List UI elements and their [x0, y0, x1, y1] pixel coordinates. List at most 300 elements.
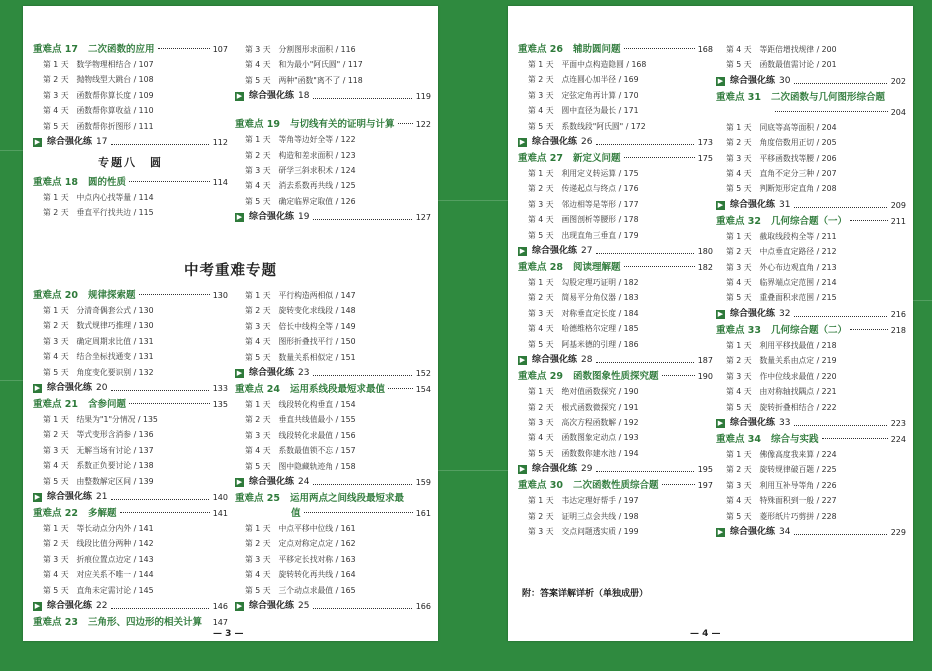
toc-day-item[interactable] — [716, 42, 906, 57]
toc-day-item[interactable] — [716, 384, 906, 399]
day-label: 第 2 天 — [528, 75, 554, 85]
day-label: 第 3 天 — [245, 321, 271, 331]
page-ref: 141 — [212, 509, 228, 519]
day-title: 结果为"1"分情况 / 135 — [76, 415, 158, 425]
day-title: 中点平移中位线 / 161 — [278, 524, 356, 534]
review-label: 综合强化练 — [249, 368, 295, 379]
day-label: 第 5 天 — [43, 585, 69, 595]
day-label: 第 3 天 — [245, 166, 271, 176]
day-label: 第 4 天 — [726, 45, 752, 54]
section-heading[interactable] — [716, 90, 906, 120]
day-label: 第 1 天 — [43, 60, 69, 69]
review-item[interactable] — [716, 306, 906, 323]
toc-day-item[interactable] — [716, 338, 906, 353]
toc-day-item[interactable] — [518, 72, 713, 87]
toc-day-item[interactable] — [235, 288, 431, 303]
day-title: 无解当场有讨论 / 137 — [76, 445, 154, 455]
toc-day-item[interactable] — [33, 583, 228, 598]
page-ref: 140 — [212, 493, 228, 503]
toc-day-item[interactable] — [235, 319, 431, 334]
toc-day-item[interactable] — [235, 552, 431, 567]
day-label: 第 3 天 — [245, 554, 271, 564]
day-label: 第 2 天 — [528, 184, 554, 194]
arrow-icon: ▶ — [236, 213, 243, 222]
review-item[interactable] — [235, 88, 431, 105]
section-heading[interactable] — [33, 42, 228, 57]
toc-day-item[interactable] — [716, 260, 906, 275]
arrow-icon: ▶ — [236, 369, 243, 378]
leader-dots — [304, 512, 413, 513]
toc-day-item[interactable] — [518, 415, 713, 430]
section-heading[interactable] — [716, 214, 906, 229]
day-label: 第 4 天 — [245, 570, 271, 580]
section-heading[interactable] — [235, 117, 431, 132]
day-title: 绝对值函数探究 / 190 — [561, 387, 639, 397]
leader-dots — [794, 425, 886, 426]
arrow-icon: ▶ — [717, 200, 724, 209]
day-label: 第 5 天 — [528, 448, 554, 458]
page-number: — 4 — — [690, 629, 721, 639]
toc-day-item[interactable] — [518, 197, 713, 212]
day-label: 第 4 天 — [245, 181, 271, 191]
day-title: 临界端点定范围 / 214 — [759, 278, 837, 288]
day-label: 第 3 天 — [43, 90, 69, 100]
day-title: 佛像高度我来算 / 224 — [759, 449, 837, 459]
day-title: 简易平分角仪器 / 183 — [561, 293, 639, 303]
page-ref: 135 — [212, 400, 228, 410]
day-label: 第 2 天 — [726, 465, 752, 475]
section-title: 阅读理解题 — [573, 262, 621, 274]
toc-day-item[interactable] — [518, 212, 713, 227]
review-item[interactable] — [518, 461, 713, 478]
leader-dots — [596, 144, 693, 145]
page-ref: 224 — [890, 434, 906, 444]
day-label: 第 4 天 — [43, 461, 69, 471]
section-heading[interactable] — [33, 288, 228, 303]
leader-dots — [794, 316, 886, 317]
toc-day-item[interactable] — [716, 151, 906, 166]
day-label: 第 4 天 — [43, 106, 69, 116]
review-number: 25 — [298, 601, 310, 612]
section-title: 综合与实践 — [771, 433, 819, 445]
toc-day-item[interactable] — [518, 228, 713, 243]
toc-day-item[interactable] — [716, 181, 906, 196]
toc-day-item[interactable] — [33, 205, 228, 220]
day-label: 第 4 天 — [528, 324, 554, 334]
toc-day-item[interactable] — [716, 353, 906, 368]
toc-day-item[interactable] — [518, 321, 713, 336]
toc-day-item[interactable] — [33, 412, 228, 427]
page-title: 中考重难专题 — [184, 263, 277, 279]
toc-column — [235, 42, 431, 226]
leader-dots — [775, 111, 888, 112]
section-title: 二次函数性质综合题 — [573, 480, 659, 492]
arrow-icon: ▶ — [519, 247, 526, 256]
review-label: 综合强化练 — [532, 246, 578, 257]
toc-day-item[interactable] — [33, 349, 228, 364]
day-label: 第 2 天 — [43, 75, 69, 85]
page-ref: 127 — [415, 213, 431, 223]
day-title: 平移定长找对称 / 163 — [278, 554, 356, 564]
arrow-icon: ▶ — [519, 138, 526, 147]
page-ref: 154 — [415, 385, 431, 395]
review-item[interactable] — [33, 380, 228, 397]
day-label: 第 5 天 — [245, 75, 271, 85]
day-label: 第 3 天 — [43, 554, 69, 564]
day-title: 垂直平行找共边 / 115 — [76, 208, 154, 218]
toc-day-item[interactable] — [235, 536, 431, 551]
toc-day-item[interactable] — [235, 42, 431, 57]
review-item[interactable] — [518, 243, 713, 260]
toc-day-item[interactable] — [518, 166, 713, 181]
toc-day-item[interactable] — [518, 88, 713, 103]
toc-day-item[interactable] — [235, 397, 431, 412]
toc-day-item[interactable] — [33, 365, 228, 380]
topic-heading: 专题八 圆 — [98, 156, 163, 170]
page-ref: 223 — [890, 418, 906, 428]
toc-column — [235, 288, 431, 615]
toc-day-item[interactable] — [33, 303, 228, 318]
toc-day-item[interactable] — [716, 57, 906, 72]
toc-day-item[interactable] — [518, 306, 713, 321]
toc-day-item[interactable] — [518, 57, 713, 72]
section-heading[interactable] — [33, 175, 228, 190]
day-label: 第 4 天 — [528, 215, 554, 225]
toc-day-item[interactable] — [716, 447, 906, 462]
review-item[interactable] — [716, 197, 906, 214]
review-item[interactable] — [235, 365, 431, 382]
page-ref: 202 — [890, 76, 906, 86]
day-label: 第 2 天 — [245, 150, 271, 160]
page-ref: 133 — [212, 384, 228, 394]
section-heading[interactable] — [518, 478, 713, 493]
spacer — [235, 105, 431, 117]
section-number: 重难点 25 — [235, 493, 281, 505]
page-ref: 209 — [890, 200, 906, 210]
day-title: 由整数解定区间 / 139 — [76, 476, 154, 486]
toc-day-item[interactable] — [235, 178, 431, 193]
day-title: 线段比值分两种 / 142 — [76, 539, 154, 549]
day-title: 平面中点构造隐圆 / 168 — [561, 60, 647, 69]
day-label: 第 2 天 — [43, 430, 69, 440]
toc-day-item[interactable] — [33, 567, 228, 582]
toc-day-item[interactable] — [33, 88, 228, 103]
day-label: 第 2 天 — [245, 539, 271, 549]
day-title: 确定周期求比值 / 131 — [76, 336, 154, 346]
arrow-icon: ▶ — [236, 478, 243, 487]
chalk-line — [0, 380, 23, 381]
page-ref: 216 — [890, 309, 906, 319]
review-item[interactable] — [235, 474, 431, 491]
toc-day-item[interactable] — [518, 290, 713, 305]
section-number: 重难点 24 — [235, 384, 281, 396]
toc-day-item[interactable] — [33, 427, 228, 442]
toc-day-item[interactable] — [33, 443, 228, 458]
day-title: 分清奇偶套公式 / 130 — [76, 306, 154, 315]
day-label: 第 5 天 — [528, 121, 554, 131]
section-heading[interactable] — [716, 432, 906, 447]
day-title: 数量关系由点定 / 219 — [759, 356, 837, 366]
toc-day-item[interactable] — [33, 536, 228, 551]
chalk-line — [913, 300, 932, 301]
day-label: 第 1 天 — [43, 306, 69, 315]
toc-day-item[interactable] — [518, 275, 713, 290]
leader-dots — [388, 388, 413, 389]
toc-day-item[interactable] — [716, 166, 906, 181]
day-label: 第 3 天 — [245, 45, 271, 54]
leader-dots — [662, 375, 695, 376]
leader-dots — [624, 48, 695, 49]
toc-day-item[interactable] — [235, 350, 431, 365]
day-label: 第 2 天 — [726, 247, 752, 257]
toc-day-item[interactable] — [518, 337, 713, 352]
section-heading[interactable] — [518, 151, 713, 166]
toc-day-item[interactable] — [235, 443, 431, 458]
day-title: 确定临界定取值 / 126 — [278, 196, 356, 206]
section-number: 重难点 30 — [518, 480, 564, 492]
day-title: 函数帮你算长度 / 109 — [76, 90, 154, 100]
page-ref: 152 — [415, 369, 431, 379]
review-item[interactable] — [33, 598, 228, 615]
review-item[interactable] — [716, 415, 906, 432]
day-label: 第 3 天 — [726, 262, 752, 272]
page-ref: 187 — [697, 356, 713, 366]
toc-day-item[interactable] — [518, 509, 713, 524]
toc-day-item[interactable] — [33, 103, 228, 118]
toc-day-item[interactable] — [33, 318, 228, 333]
section-heading[interactable] — [33, 397, 228, 412]
section-heading[interactable] — [716, 323, 906, 338]
toc-day-item[interactable] — [518, 384, 713, 399]
toc-day-item[interactable] — [33, 458, 228, 473]
section-heading[interactable] — [33, 506, 228, 521]
day-label: 第 5 天 — [245, 196, 271, 206]
toc-day-item[interactable] — [235, 567, 431, 582]
day-title: 根式函数微探究 / 191 — [561, 402, 639, 412]
toc-day-item[interactable] — [235, 583, 431, 598]
toc-day-item[interactable] — [235, 428, 431, 443]
arrow-icon: ▶ — [519, 356, 526, 365]
day-label: 第 1 天 — [726, 231, 752, 241]
page-ref: 166 — [415, 602, 431, 612]
arrow-icon: ▶ — [34, 493, 41, 502]
section-heading[interactable] — [518, 369, 713, 384]
day-title: 等长动点分内外 / 141 — [76, 524, 154, 534]
toc-day-item[interactable] — [235, 163, 431, 178]
arrow-icon: ▶ — [34, 384, 41, 393]
section-heading[interactable] — [518, 260, 713, 275]
toc-day-item[interactable] — [716, 290, 906, 305]
section-heading[interactable] — [235, 382, 431, 397]
toc-day-item[interactable] — [716, 369, 906, 384]
section-title: 二次函数的应用 — [88, 44, 155, 55]
review-item[interactable] — [235, 598, 431, 615]
section-number: 重难点 33 — [716, 324, 762, 336]
section-heading[interactable] — [235, 491, 431, 521]
day-title: 抛物线型大跳台 / 108 — [76, 75, 154, 85]
arrow-icon: ▶ — [34, 138, 41, 147]
toc-day-item[interactable] — [518, 119, 713, 134]
review-number: 17 — [96, 137, 108, 148]
toc-page-right — [508, 6, 913, 641]
day-label: 第 2 天 — [43, 321, 69, 331]
review-number: 26 — [581, 137, 593, 148]
day-title: 直角不定分三种 / 207 — [759, 169, 837, 179]
section-number: 重难点 27 — [518, 153, 564, 165]
day-title: 和为最小"阿氏圆" / 117 — [278, 60, 363, 70]
toc-day-item[interactable] — [235, 194, 431, 209]
day-label: 第 4 天 — [245, 60, 271, 70]
review-item[interactable] — [235, 209, 431, 226]
toc-day-item[interactable] — [33, 474, 228, 489]
day-title: 消去系数再共线 / 125 — [278, 181, 356, 191]
page-ref: 180 — [697, 247, 713, 257]
day-title: 重叠面积求范围 / 215 — [759, 293, 837, 303]
page-ref: 119 — [415, 92, 431, 102]
leader-dots — [313, 98, 411, 99]
day-label: 第 3 天 — [528, 308, 554, 318]
day-title: 直角未定需讨论 / 145 — [76, 585, 154, 595]
day-label: 第 1 天 — [726, 340, 752, 350]
leader-dots — [129, 181, 210, 182]
leader-dots — [662, 484, 695, 485]
toc-day-item[interactable] — [33, 521, 228, 536]
review-number: 32 — [779, 308, 791, 319]
leader-dots — [313, 219, 411, 220]
day-title: 折痕位置点边定 / 143 — [76, 554, 154, 564]
toc-day-item[interactable] — [716, 478, 906, 493]
section-title: 新定义问题 — [573, 153, 621, 165]
toc-day-item[interactable] — [716, 493, 906, 508]
review-number: 27 — [581, 246, 593, 257]
day-label: 第 3 天 — [528, 90, 554, 100]
day-title: 中点垂直定路径 / 212 — [759, 247, 837, 257]
day-title: 旋转变化求线段 / 148 — [278, 306, 356, 316]
day-title: 截取线段构全等 / 211 — [759, 231, 837, 241]
section-number: 重难点 34 — [716, 433, 762, 445]
day-title: 垂直共线值最小 / 155 — [278, 415, 356, 425]
toc-day-item[interactable] — [518, 430, 713, 445]
day-title: 定点对称定点定 / 162 — [278, 539, 356, 549]
review-item[interactable] — [716, 73, 906, 90]
review-number: 22 — [96, 601, 108, 612]
section-heading[interactable] — [33, 615, 228, 630]
leader-dots — [111, 390, 208, 391]
review-number: 34 — [779, 526, 791, 537]
day-title: 函数帮你折图形 / 111 — [76, 121, 154, 131]
toc-day-item[interactable] — [235, 148, 431, 163]
arrow-icon: ▶ — [236, 92, 243, 101]
toc-day-item[interactable] — [235, 57, 431, 72]
toc-day-item[interactable] — [518, 493, 713, 508]
toc-page-left — [23, 6, 438, 641]
toc-day-item[interactable] — [716, 135, 906, 150]
review-number: 24 — [298, 477, 310, 488]
review-item[interactable] — [33, 489, 228, 506]
day-label: 第 4 天 — [726, 387, 752, 397]
toc-day-item[interactable] — [235, 521, 431, 536]
toc-day-item[interactable] — [235, 73, 431, 88]
leader-dots — [398, 123, 413, 124]
toc-day-item[interactable] — [716, 509, 906, 524]
day-title: 高次方程函数解 / 192 — [561, 417, 639, 427]
toc-day-item[interactable] — [716, 462, 906, 477]
day-label: 第 4 天 — [726, 169, 752, 179]
toc-day-item[interactable] — [518, 103, 713, 118]
day-title: 等距倍增找规律 / 200 — [759, 45, 837, 54]
day-title: 平行构造两相似 / 147 — [278, 291, 356, 300]
day-label: 第 1 天 — [528, 496, 554, 506]
review-item[interactable] — [33, 134, 228, 151]
section-number: 重难点 22 — [33, 508, 79, 520]
leader-dots — [850, 329, 888, 330]
toc-day-item[interactable] — [518, 181, 713, 196]
day-title: 菱形纸片巧剪拼 / 228 — [759, 511, 837, 521]
section-number: 重难点 20 — [33, 290, 79, 301]
toc-day-item[interactable] — [33, 552, 228, 567]
section-title: 几何综合题（二） — [771, 324, 848, 336]
review-item[interactable] — [518, 134, 713, 151]
day-label: 第 5 天 — [245, 585, 271, 595]
leader-dots — [129, 403, 210, 404]
toc-day-item[interactable] — [518, 446, 713, 461]
toc-day-item[interactable] — [235, 459, 431, 474]
day-label: 第 1 天 — [43, 415, 69, 425]
day-label: 第 1 天 — [245, 291, 271, 300]
day-label: 第 4 天 — [245, 446, 271, 456]
toc-day-item[interactable] — [716, 244, 906, 259]
toc-day-item[interactable] — [235, 412, 431, 427]
review-label: 综合强化练 — [730, 199, 776, 210]
day-title: 等式变形含消参 / 136 — [76, 430, 154, 440]
review-item[interactable] — [518, 352, 713, 369]
toc-column — [716, 42, 906, 541]
leader-dots — [111, 608, 208, 609]
leader-dots — [313, 484, 411, 485]
section-heading[interactable] — [518, 42, 713, 57]
day-title: 利用平移找最值 / 218 — [759, 340, 837, 350]
review-number: 28 — [581, 355, 593, 366]
toc-day-item[interactable] — [235, 303, 431, 318]
day-label: 第 5 天 — [43, 367, 69, 377]
toc-day-item[interactable] — [33, 72, 228, 87]
toc-day-item[interactable] — [518, 400, 713, 415]
toc-day-item[interactable] — [518, 524, 713, 539]
day-title: 图中隐藏轨迹角 / 158 — [278, 461, 356, 471]
toc-day-item[interactable] — [716, 400, 906, 415]
section-title: 多解题 — [88, 508, 117, 520]
day-label: 第 1 天 — [43, 524, 69, 534]
toc-day-item[interactable] — [33, 57, 228, 72]
toc-day-item[interactable] — [716, 120, 906, 135]
day-label: 第 1 天 — [245, 400, 271, 410]
section-title: 含参问题 — [88, 399, 127, 411]
toc-day-item[interactable] — [235, 132, 431, 147]
day-title: 韦达定理好帮手 / 197 — [561, 496, 639, 506]
toc-day-item[interactable] — [235, 334, 431, 349]
day-title: 出现直角三垂直 / 179 — [561, 230, 639, 240]
section-number: 重难点 18 — [33, 177, 79, 189]
review-item[interactable] — [716, 524, 906, 541]
day-title: 系数线段"阿氏圆" / 172 — [561, 121, 646, 131]
toc-day-item[interactable] — [33, 119, 228, 134]
toc-day-item[interactable] — [716, 275, 906, 290]
toc-day-item[interactable] — [33, 190, 228, 205]
toc-day-item[interactable] — [716, 229, 906, 244]
review-label: 综合强化练 — [532, 355, 578, 366]
toc-day-item[interactable] — [33, 334, 228, 349]
day-label: 第 1 天 — [528, 278, 554, 288]
